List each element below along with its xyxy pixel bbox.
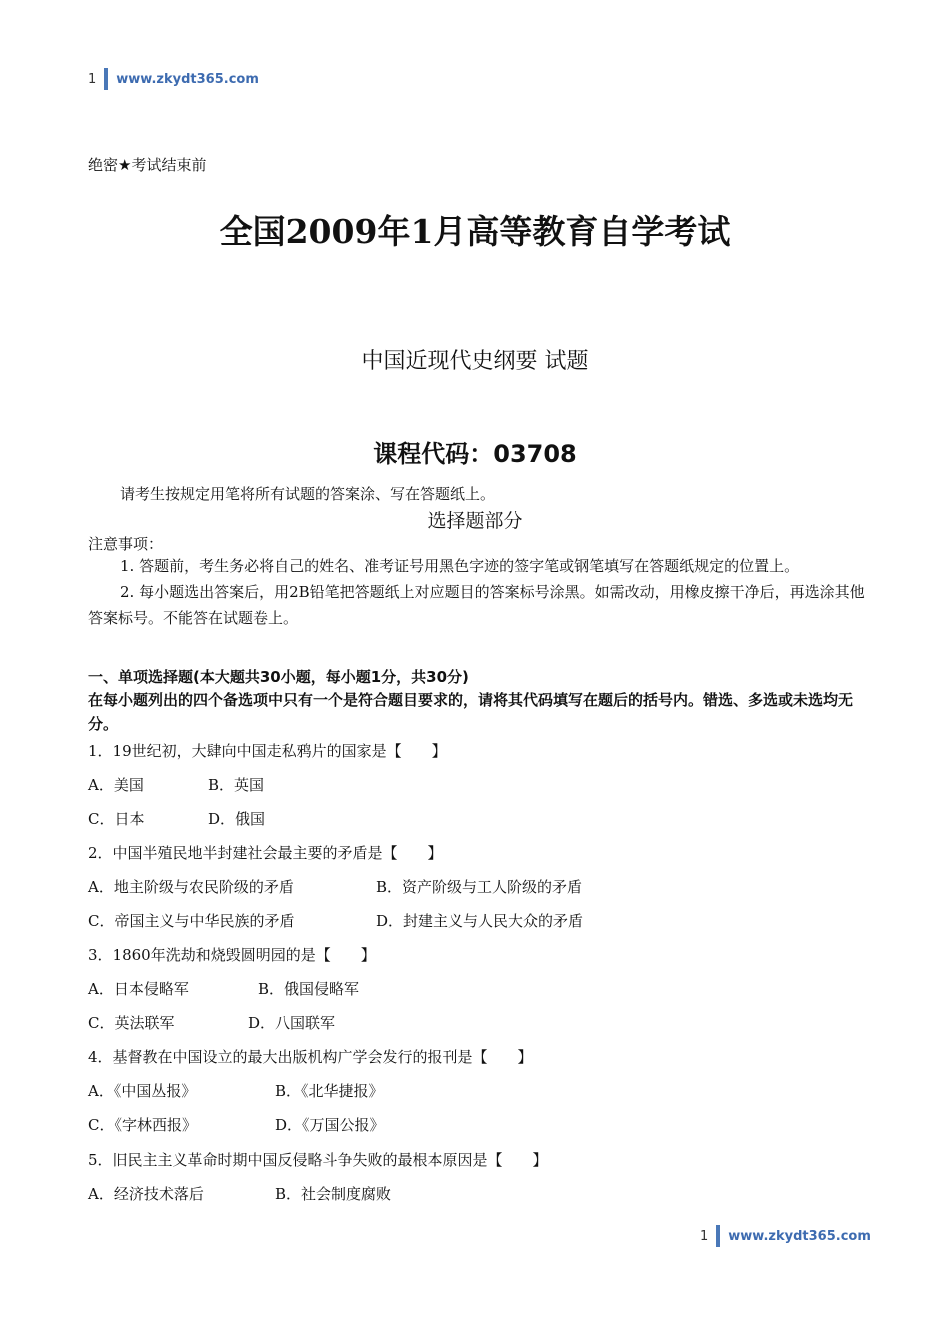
question-5-option-b: B．社会制度腐败 bbox=[275, 1185, 392, 1203]
instruction: 请考生按规定用笔将所有试题的答案涂、写在答题纸上。 bbox=[120, 485, 496, 503]
section-name: 选择题部分 bbox=[427, 510, 523, 532]
question-4-option-b: B．《北华捷报》 bbox=[275, 1082, 384, 1100]
page-title: 全国2009年1月高等教育自学考试 bbox=[219, 212, 731, 251]
question-2-options-row2 bbox=[88, 910, 583, 931]
question-3-option-c: C．英法联军 bbox=[88, 1014, 175, 1032]
question-1-option-c: C．日本 bbox=[88, 810, 145, 828]
question-4-option-a: A．《中国丛报》 bbox=[88, 1082, 197, 1100]
header-divider bbox=[104, 68, 108, 90]
question-5-option-a: A．经济技术落后 bbox=[88, 1185, 204, 1203]
exam-subtitle: 中国近现代史纲要 试题 bbox=[361, 349, 589, 374]
question-1-options-row2 bbox=[88, 808, 265, 829]
page-header bbox=[88, 68, 259, 90]
footer-divider bbox=[716, 1225, 720, 1247]
question-3-options-row2 bbox=[88, 1012, 335, 1033]
question-1-options-row1 bbox=[88, 774, 264, 795]
question-1-option-d: D．俄国 bbox=[208, 810, 266, 828]
question-2-options-row1 bbox=[88, 876, 582, 897]
question-3-option-d: D．八国联军 bbox=[248, 1014, 336, 1032]
question-4-option-c: C．《字林西报》 bbox=[88, 1116, 197, 1134]
question-5-options-row1 bbox=[88, 1183, 391, 1204]
question-3-option-b: B．俄国侵略军 bbox=[258, 980, 360, 998]
notice-heading: 注意事项： bbox=[88, 535, 164, 553]
header-page-number: 1 bbox=[88, 71, 97, 87]
header-url-link[interactable]: www.zkydt365.com bbox=[116, 71, 259, 87]
question-3-option-a: A．日本侵略军 bbox=[88, 980, 189, 998]
question-3-stem: 3．1860年洗劫和烧毁圆明园的是【 】 bbox=[88, 946, 376, 964]
course-code: 课程代码：03708 bbox=[373, 440, 577, 468]
question-5-stem: 5．旧民主主义革命时期中国反侵略斗争失败的最根本原因是【 】 bbox=[88, 1151, 548, 1169]
secret-label: 绝密★考试结束前 bbox=[88, 156, 207, 174]
question-1-option-b: B．英国 bbox=[208, 776, 265, 794]
notice-item-1: 1. 答题前，考生务必将自己的姓名、准考证号用黑色字迹的签字笔或钢笔填写在答题纸规定的位置上。 bbox=[120, 557, 800, 575]
question-2-option-a: A．地主阶级与农民阶级的矛盾 bbox=[88, 878, 294, 896]
question-4-options-row1 bbox=[88, 1080, 384, 1101]
page-footer bbox=[700, 1225, 871, 1247]
question-4-options-row2 bbox=[88, 1114, 385, 1135]
notice-item-2: 2. 每小题选出答案后，用2B铅笔把答题纸上对应题目的答案标号涂黑。如需改动，用橡皮擦干净后，再选涂其他答案标号。不能答在试题卷上。 bbox=[88, 583, 865, 627]
footer-page-number: 1 bbox=[700, 1228, 709, 1244]
question-1-stem: 1．19世纪初，大肆向中国走私鸦片的国家是【 】 bbox=[88, 742, 447, 760]
footer-url-link[interactable]: www.zkydt365.com bbox=[728, 1228, 871, 1244]
question-4-option-d: D．《万国公报》 bbox=[275, 1116, 385, 1134]
part1-description: 在每小题列出的四个备选项中只有一个是符合题目要求的，请将其代码填写在题后的括号内。错选、多选或未选均无分。 bbox=[88, 691, 854, 733]
question-2-option-d: D．封建主义与人民大众的矛盾 bbox=[376, 912, 584, 930]
question-2-option-b: B．资产阶级与工人阶级的矛盾 bbox=[376, 878, 583, 896]
question-4-stem: 4．基督教在中国设立的最大出版机构广学会发行的报刊是【 】 bbox=[88, 1048, 533, 1066]
question-1-option-a: A．美国 bbox=[88, 776, 144, 794]
question-2-option-c: C．帝国主义与中华民族的矛盾 bbox=[88, 912, 295, 930]
question-3-options-row1 bbox=[88, 978, 359, 999]
part1-heading: 一、单项选择题(本大题共30小题，每小题1分，共30分) bbox=[88, 668, 469, 686]
question-2-stem: 2．中国半殖民地半封建社会最主要的矛盾是【 】 bbox=[88, 844, 443, 862]
